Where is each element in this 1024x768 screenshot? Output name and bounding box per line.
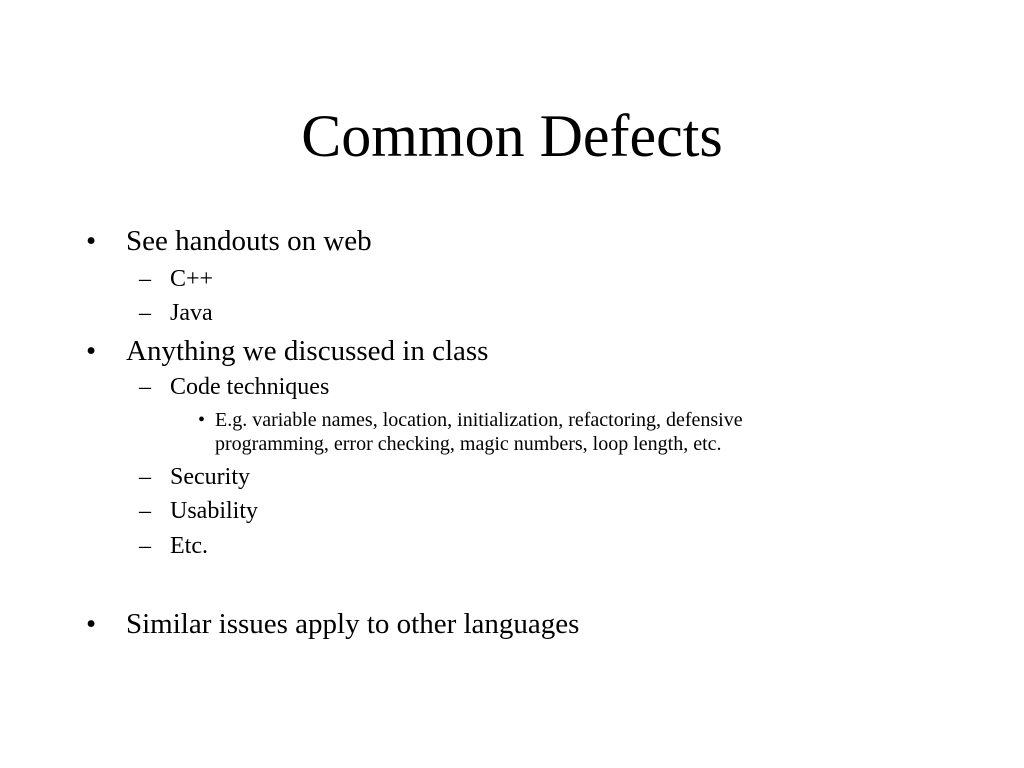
dash-marker: – [139,533,151,559]
small-bullet-marker: • [198,409,206,431]
sub-bullet-text: Code techniques [170,374,330,400]
detail-text-line-2: programming, error checking, magic numbers, loop length, etc. [215,433,722,455]
dash-marker: – [139,266,151,292]
sub-bullet-text: Security [170,464,250,490]
dash-marker: – [139,374,151,400]
bullet-marker: • [86,608,97,640]
bullet-marker: • [86,335,97,367]
sub-bullet-text: Java [170,300,213,326]
dash-marker: – [139,464,151,490]
dash-marker: – [139,498,151,524]
sub-bullet-text: C++ [170,266,214,292]
bullet-marker: • [86,225,97,257]
sub-bullet-text: Usability [170,498,258,524]
slide-title: Common Defects [301,103,723,169]
bullet-text: Anything we discussed in class [126,335,489,367]
detail-text-line-1: E.g. variable names, location, initialization, refactoring, defensive [215,409,743,431]
bullet-text: See handouts on web [126,225,372,257]
dash-marker: – [139,300,151,326]
sub-bullet-text: Etc. [170,533,208,559]
bullet-text: Similar issues apply to other languages [126,608,580,640]
